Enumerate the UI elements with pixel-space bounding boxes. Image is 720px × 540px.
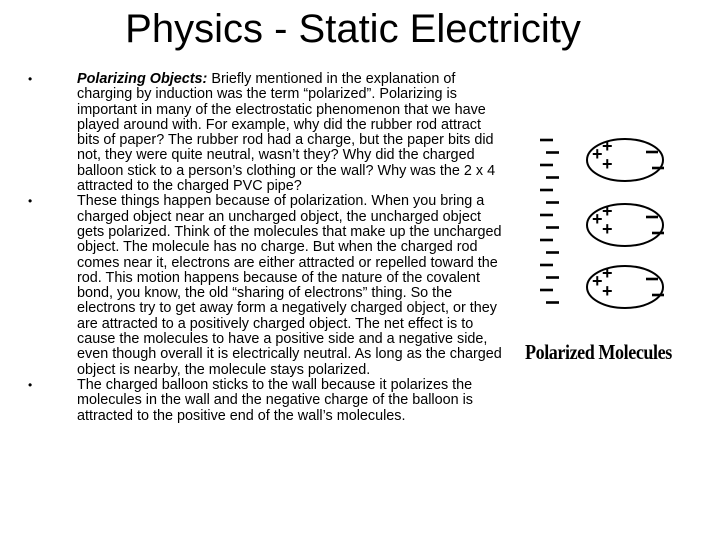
positive-charge: + [592, 209, 603, 229]
bullet-item [28, 378, 504, 424]
bullet-text: The charged balloon sticks to the wall because it polarizes the molecules in the wall and the negative charge of the balloon is attracted to the positive end of the wall’s molecules. [77, 376, 473, 424]
bullet-item [28, 72, 504, 194]
bullet-glyph: • [28, 194, 33, 209]
bullet-text: These things happen because of polarization. When you bring a charged object near an uncharged object, the uncharged object gets polarized. Think of the molecules that make up the uncharged object. The molecule has no charge. But when the charged rod comes near it, electrons are either attracted or repelled toward the rod. This motion happens because of the nature of the covalent bond, you know, the old “sharing of electrons” thing. So the electrons try to get away form a negatively charged object, or they are attracted to a positively charged object. The net effect is to cause the molecules to have a positive side and a negative side, even though overall it is electrically neutral. As long as the charged object is nearby, the molecule stays polarized. [77, 193, 502, 378]
bullet-list [28, 72, 504, 424]
positive-charge: + [592, 144, 603, 164]
bullet-item [28, 194, 504, 378]
positive-charge: + [602, 136, 613, 156]
polarized-molecules-figure [520, 135, 710, 375]
polarized-molecule [587, 201, 664, 246]
slide-title: Physics - Static Electricity [125, 7, 581, 51]
polarized-molecule [587, 263, 664, 308]
figure-caption: Polarized Molecules [525, 340, 672, 364]
bullet-glyph: • [28, 377, 33, 392]
positive-charge: + [602, 154, 613, 174]
molecule-group [587, 136, 664, 308]
positive-charge: + [602, 281, 613, 301]
charged-rod [540, 140, 559, 303]
polarized-molecule [587, 136, 664, 181]
positive-charge: + [592, 271, 603, 291]
positive-charge: + [602, 219, 613, 239]
bullet-lead: Polarizing Objects: [77, 71, 208, 87]
positive-charge: + [602, 263, 613, 283]
positive-charge: + [602, 201, 613, 221]
bullet-text: Briefly mentioned in the explanation of charging by induction was the term “polarized”. Polarizing is important in many of the electrostatic phenomenon that we have played around with. For example, why did the rubber rod attract bits of paper? The rubber rod had a charge, but the paper bits did not, they were quite neutral, wasn’t they? Why did the charged balloon stick to a person’s clothing or the wall? Why was the 2 x 4 attracted to the charged PVC pipe? [77, 71, 496, 195]
bullet-glyph: • [28, 72, 33, 86]
